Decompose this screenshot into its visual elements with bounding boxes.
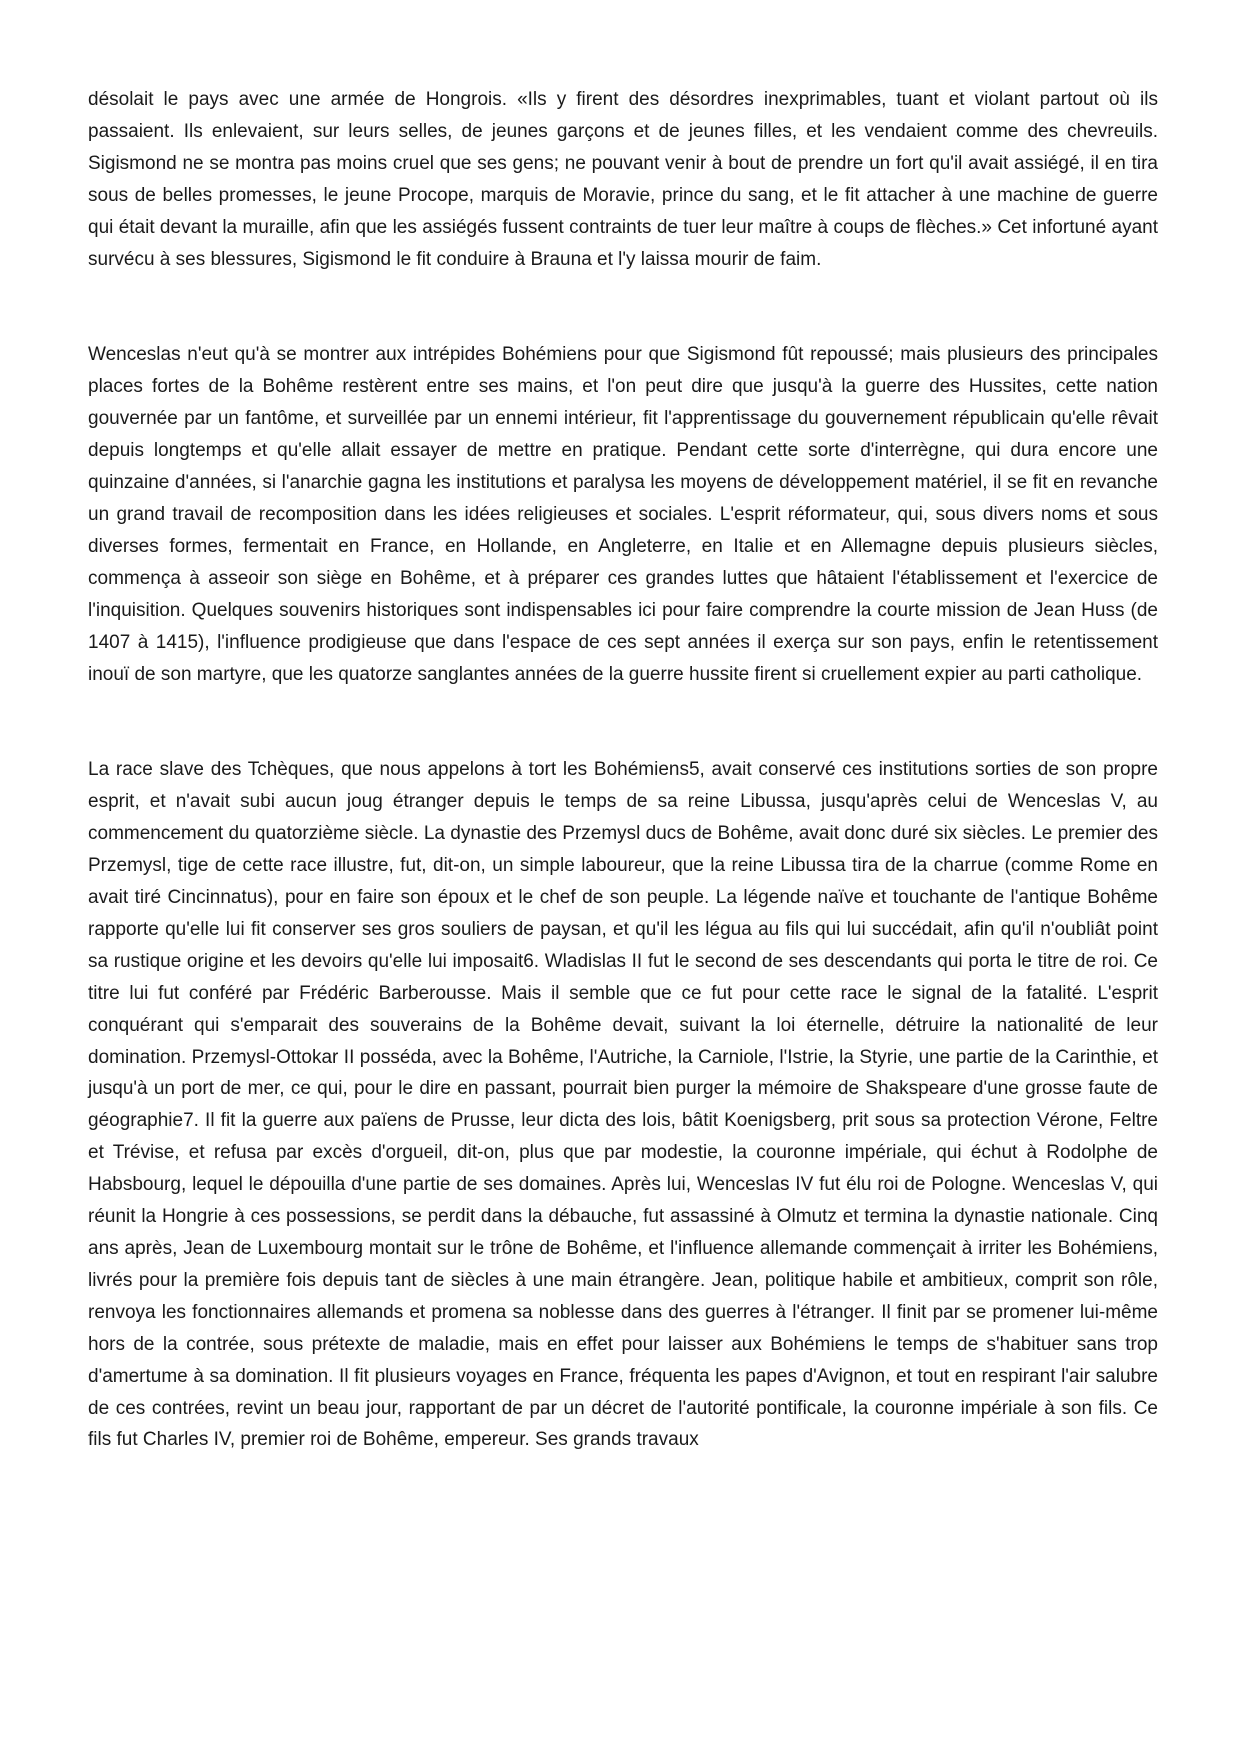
paragraph-wenceslas: Wenceslas n'eut qu'à se montrer aux intrépides Bohémiens pour que Sigismond fût repoussé; mais plusieurs des principales places fortes de la Bohême restèrent entre ses mains, et l'on peut dire que jusqu'à la guerre des Hussites, cette nation gouvernée par un fantôme, et surveillée par un ennemi intérieur, fit l'apprentissage du gouvernement républicain qu'elle rêvait depuis longtemps et qu'elle allait essayer de mettre en pratique. Pendant cette sorte d'interrègne, qui dura encore une quinzaine d'années, si l'anarchie gagna les institutions et paralysa les moyens de développement matériel, il se fit en revanche un grand travail de recomposition dans les idées religieuses et sociales. L'esprit réformateur, qui, sous divers noms et sous diverses formes, fermentait en France, en Hollande, en Angleterre, en Italie et en Allemagne depuis plusieurs siècles, commença à asseoir son siège en Bohême, et à préparer ces grandes luttes que hâtaient l'établissement et l'exercice de l'inquisition. Quelques souvenirs historiques sont indispensables ici pour faire comprendre la courte mission de Jean Huss (de 1407 à 1415), l'influence prodigieuse que dans l'espace de ces sept années il exerça sur son pays, enfin le retentissement inouï de son martyre, que les quatorze sanglantes années de la guerre hussite firent si cruellement expier au parti catholique. <box>88 344 1158 685</box>
paragraph-tcheques: La race slave des Tchèques, que nous appelons à tort les Bohémiens5, avait conservé ces institutions sorties de son propre esprit, et n'avait subi aucun joug étranger depuis le temps de sa reine Libussa, jusqu'après celui de Wenceslas V, au commencement du quatorzième siècle. La dynastie des Przemysl ducs de Bohême, avait donc duré six siècles. Le premier des Przemysl, tige de cette race illustre, fut, dit-on, un simple laboureur, que la reine Libussa tira de la charrue (comme Rome en avait tiré Cincinnatus), pour en faire son époux et le chef de son peuple. La légende naïve et touchante de l'antique Bohême rapporte qu'elle lui fit conserver ses gros souliers de paysan, et qu'il les légua au fils qui lui succédait, afin qu'il n'oubliât point sa rustique origine et les devoirs qu'elle lui imposait6. Wladislas II fut le second de ses descendants qui porta le titre de roi. Ce titre lui fut conféré par Frédéric Barberousse. Mais il semble que ce fut pour cette race le signal de la fatalité. L'esprit conquérant qui s'emparait des souverains de la Bohême devait, suivant la loi éternelle, détruire la nationalité de leur domination. Przemysl-Ottokar II posséda, avec la Bohême, l'Autriche, la Carniole, l'Istrie, la Styrie, une partie de la Carinthie, et jusqu'à un port de mer, ce qui, pour le dire en passant, pourrait bien purger la mémoire de Shakspeare d'une grosse faute de géographie7. Il fit la guerre aux païens de Prusse, leur dicta des lois, bâtit Koenigsberg, prit sous sa protection Vérone, Feltre et Trévise, et refusa par excès d'orgueil, dit-on, plus que par modestie, la couronne impériale, qui échut à Rodolphe de Habsbourg, lequel le dépouilla d'une partie de ses domaines. Après lui, Wenceslas IV fut élu roi de Pologne. Wenceslas V, qui réunit la Hongrie à ces possessions, se perdit dans la débauche, fut assassiné à Olmutz et termina la dynastie nationale. Cinq ans après, Jean de Luxembourg montait sur le trône de Bohême, et l'influence allemande commençait à irriter les Bohémiens, livrés pour la première fois depuis tant de siècles à une main étrangère. Jean, politique habile et ambitieux, comprit son rôle, renvoya les fonctionnaires allemands et promena sa noblesse dans des guerres à l'étranger. Il finit par se promener lui-même hors de la contrée, sous prétexte de maladie, mais en effet pour laisser aux Bohémiens le temps de s'habituer sans trop d'amertume à sa domination. Il fit plusieurs voyages en France, fréquenta les papes d'Avignon, et tout en respirant l'air salubre de ces contrées, revint un beau jour, rapportant de par un décret de l'autorité pontificale, la couronne impériale à son fils. Ce fils fut Charles IV, premier roi de Bohême, empereur. Ses grands travaux <box>88 759 1158 1451</box>
paragraph-sigismond: désolait le pays avec une armée de Hongrois. «Ils y firent des désordres inexprimables, tuant et violant partout où ils passaient. Ils enlevaient, sur leurs selles, de jeunes garçons et de jeunes filles, et les vendaient comme des chevreuils. Sigismond ne se montra pas moins cruel que ses gens; ne pouvant venir à bout de prendre un fort qu'il avait assiégé, il en tira sous de belles promesses, le jeune Procope, marquis de Moravie, prince du sang, et le fit attacher à une machine de guerre qui était devant la muraille, afin que les assiégés fussent contraints de tuer leur maître à coups de flèches.» Cet infortuné ayant survécu à ses blessures, Sigismond le fit conduire à Brauna et l'y laissa mourir de faim. <box>88 89 1158 270</box>
document-page <box>88 84 1158 1456</box>
